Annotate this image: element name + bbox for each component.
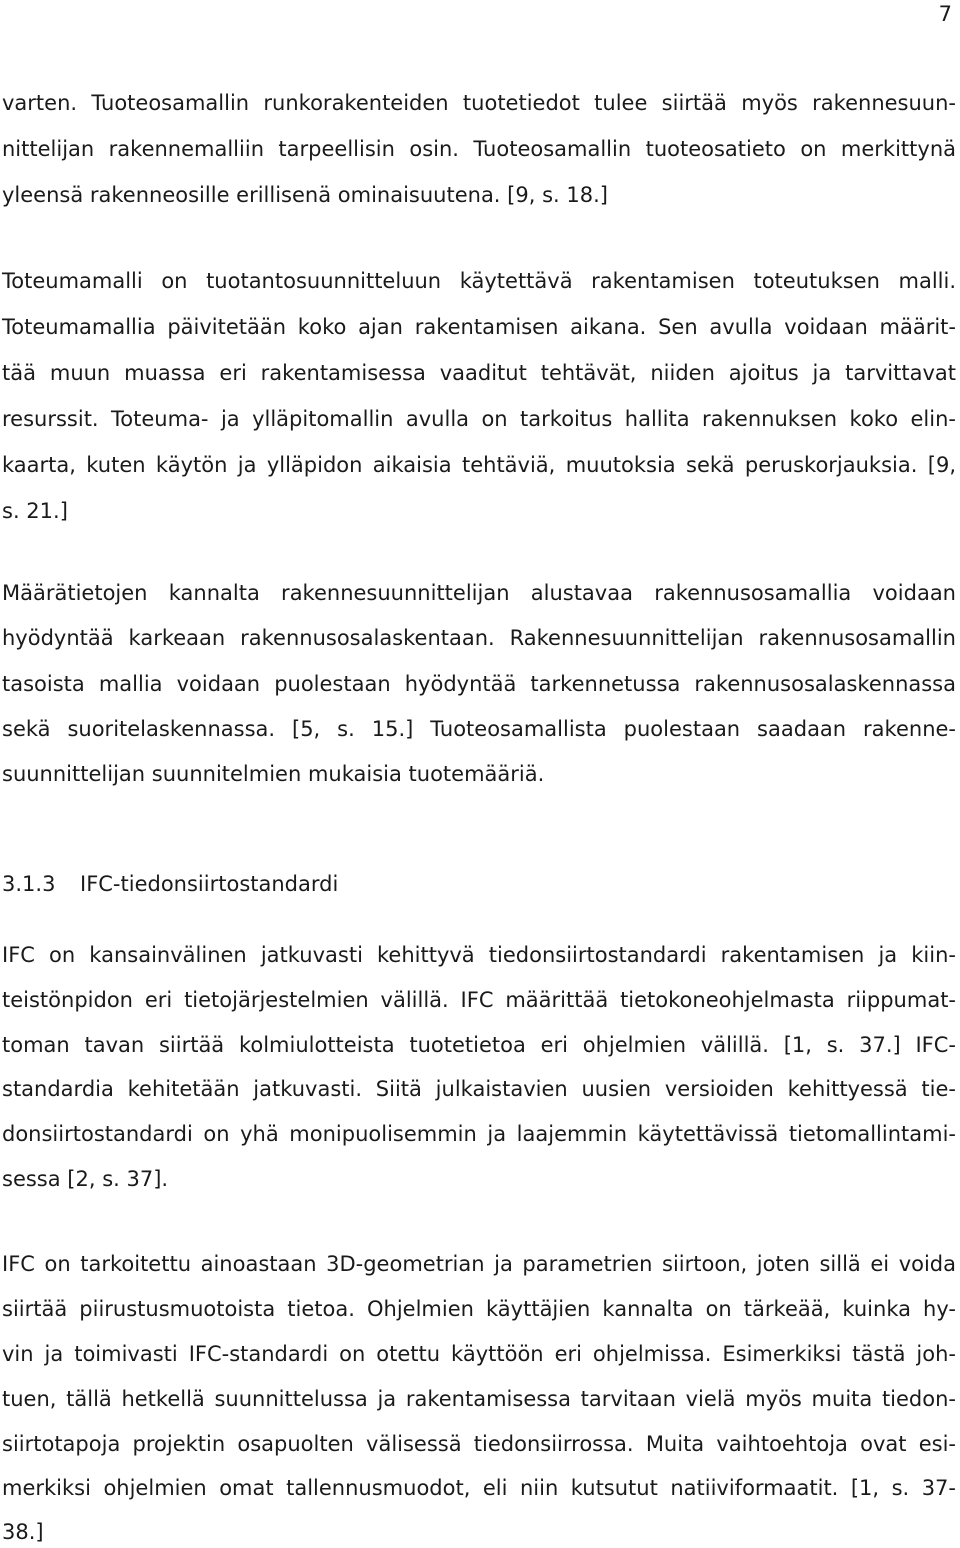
section-heading bbox=[2, 870, 338, 898]
section-number: 3.1.3 bbox=[2, 872, 56, 896]
paragraph-2-line-1: Toteumamalli on tuotantosuunnitteluun käytettävä rakentamisen toteutuksen malli. bbox=[2, 269, 956, 293]
section-paragraph-1-line-5: donsiirtostandardi on yhä monipuolisemmin ja laajemmin käytettävissä tietomallintami- bbox=[2, 1122, 956, 1146]
section-paragraph-2-line-6: merkiksi ohjelmien omat tallennusmuodot, eli niin kutsutut natiiviformaatit. [1, s. 37- bbox=[2, 1476, 956, 1500]
paragraph-2-line-6: s. 21.] bbox=[2, 499, 68, 523]
paragraph-1-line-2: nittelijan rakennemalliin tarpeellisin osin. Tuoteosamallin tuoteosatieto on merkittynä bbox=[2, 137, 956, 161]
section-paragraph-2-line-2: siirtää piirustusmuotoista tietoa. Ohjelmien käyttäjien kannalta on tärkeää, kuinka hy- bbox=[2, 1297, 956, 1321]
paragraph-1-line-3: yleensä rakenneosille erillisenä ominaisuutena. [9, s. 18.] bbox=[2, 183, 608, 207]
paragraph-3-line-4: sekä suoritelaskennassa. [5, s. 15.] Tuoteosamallista puolestaan saadaan rakenne- bbox=[2, 717, 956, 741]
section-paragraph-2-line-1: IFC on tarkoitettu ainoastaan 3D-geometrian ja parametrien siirtoon, joten sillä ei voida bbox=[2, 1252, 956, 1276]
paragraph-2-line-2: Toteumamallia päivitetään koko ajan rakentamisen aikana. Sen avulla voidaan määrit- bbox=[2, 315, 956, 339]
section-paragraph-1-line-1: IFC on kansainvälinen jatkuvasti kehittyvä tiedonsiirtostandardi rakentamisen ja kiin- bbox=[2, 943, 956, 967]
paragraph-2-line-3: tää muun muassa eri rakentamisessa vaaditut tehtävät, niiden ajoitus ja tarvittavat bbox=[2, 361, 956, 385]
section-paragraph-1-line-4: standardia kehitetään jatkuvasti. Siitä julkaistavien uusien versioiden kehittyessä tie- bbox=[2, 1077, 956, 1101]
section-paragraph-2-line-5: siirtotapoja projektin osapuolten välisessä tiedonsiirrossa. Muita vaihtoehtoja ovat esi- bbox=[2, 1432, 956, 1456]
paragraph-2-line-5: kaarta, kuten käytön ja ylläpidon aikaisia tehtäviä, muutoksia sekä peruskorjauksia. [9, bbox=[2, 453, 956, 477]
paragraph-1-line-1: varten. Tuoteosamallin runkorakenteiden tuotetiedot tulee siirtää myös rakennesuun- bbox=[2, 91, 956, 115]
section-title: IFC-tiedonsiirtostandardi bbox=[80, 872, 339, 896]
paragraph-3-line-2: hyödyntää karkeaan rakennusosalaskentaan. Rakennesuunnittelijan rakennusosamallin bbox=[2, 626, 956, 650]
paragraph-2-line-4: resurssit. Toteuma- ja ylläpitomallin avulla on tarkoitus hallita rakennuksen koko elin- bbox=[2, 407, 956, 431]
paragraph-3-line-3: tasoista mallia voidaan puolestaan hyödyntää tarkennetussa rakennusosalaskennassa bbox=[2, 672, 956, 696]
section-paragraph-1-line-2: teistönpidon eri tietojärjestelmien välillä. IFC määrittää tietokoneohjelmasta riippumat- bbox=[2, 988, 956, 1012]
paragraph-3-line-5: suunnittelijan suunnitelmien mukaisia tuotemääriä. bbox=[2, 762, 545, 786]
section-paragraph-2-line-7: 38.] bbox=[2, 1520, 44, 1544]
section-paragraph-1-line-6: sessa [2, s. 37]. bbox=[2, 1167, 169, 1191]
section-paragraph-2-line-3: vin ja toimivasti IFC-standardi on otettu käyttöön eri ohjelmissa. Esimerkiksi tästä joh- bbox=[2, 1342, 956, 1366]
paragraph-3-line-1: Määrätietojen kannalta rakennesuunnittelijan alustavaa rakennusosamallia voidaan bbox=[2, 581, 956, 605]
section-paragraph-2-line-4: tuen, tällä hetkellä suunnittelussa ja rakentamisessa tarvitaan vielä myös muita tiedon- bbox=[2, 1387, 956, 1411]
page-number: 7 bbox=[938, 2, 952, 26]
section-paragraph-1-line-3: toman tavan siirtää kolmiulotteista tuotetietoa eri ohjelmien välillä. [1, s. 37.] IFC- bbox=[2, 1033, 956, 1057]
